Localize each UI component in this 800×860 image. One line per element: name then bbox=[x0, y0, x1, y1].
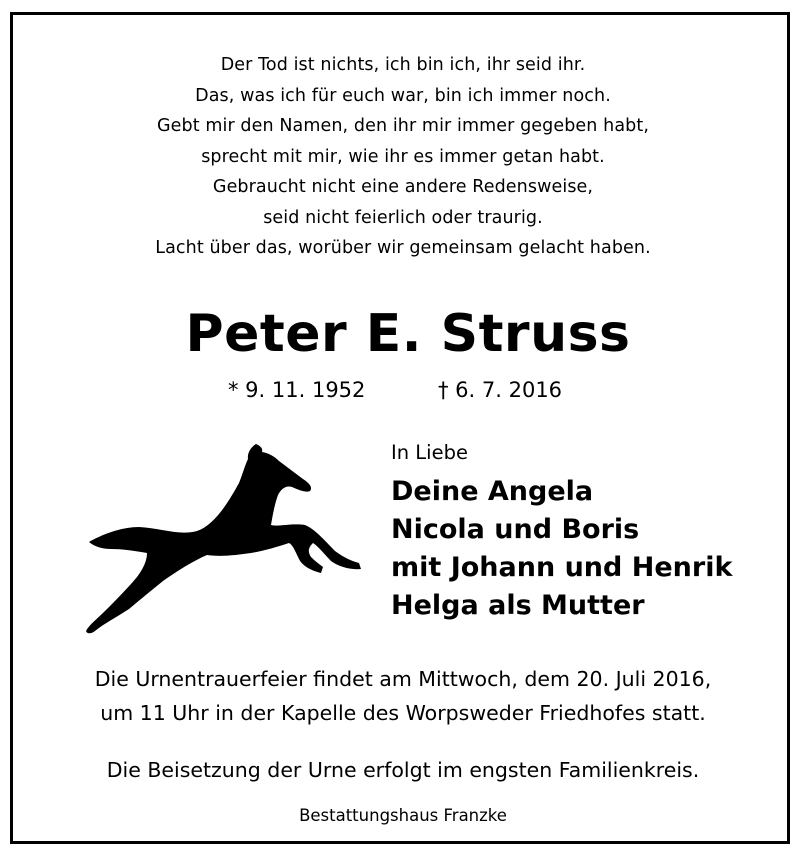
poem bbox=[13, 50, 793, 264]
mourner-name: Deine Angela bbox=[391, 476, 594, 507]
ceremony-notice bbox=[13, 662, 793, 730]
deceased-name: Peter E. Struss bbox=[185, 304, 631, 364]
poem-line: Gebt mir den Namen, den ihr mir immer gegeben habt, bbox=[156, 116, 649, 136]
poem-line: Das, was ich für euch war, bin ich immer noch. bbox=[195, 85, 611, 106]
poem-line: Gebraucht nicht eine andere Redensweise, bbox=[212, 177, 594, 197]
ceremony-line: um 11 Uhr in der Kapelle des Worpsweder Friedhofes statt. bbox=[100, 701, 706, 725]
undertaker-name: Bestattungshaus Franzke bbox=[299, 806, 507, 825]
poem-line: Der Tod ist nichts, ich bin ich, ihr seid ihr. bbox=[220, 55, 586, 75]
birth-date: * 9. 11. 1952 bbox=[228, 378, 366, 402]
poem-line: Lacht über das, worüber wir gemeinsam gelacht haben. bbox=[155, 238, 651, 258]
mourner-list bbox=[391, 473, 732, 625]
mourner-name: mit Johann und Henrik bbox=[391, 552, 733, 583]
leaping-horse-icon bbox=[81, 443, 363, 637]
death-date: † 6. 7. 2016 bbox=[438, 378, 563, 402]
ceremony-line: Die Urnentrauerfeier findet am Mittwoch, dem 20. Juli 2016, bbox=[94, 667, 712, 691]
poem-line: sprecht mit mir, wie ihr es immer getan habt. bbox=[201, 146, 605, 167]
mourner-name: Nicola und Boris bbox=[391, 514, 640, 545]
poem-line: seid nicht feierlich oder traurig. bbox=[263, 207, 543, 228]
in-love-label: In Liebe bbox=[391, 441, 468, 464]
obituary-frame bbox=[10, 12, 790, 844]
mourner-name: Helga als Mutter bbox=[391, 590, 645, 621]
burial-notice: Die Beisetzung der Urne erfolgt im engsten Familienkreis. bbox=[106, 758, 700, 782]
